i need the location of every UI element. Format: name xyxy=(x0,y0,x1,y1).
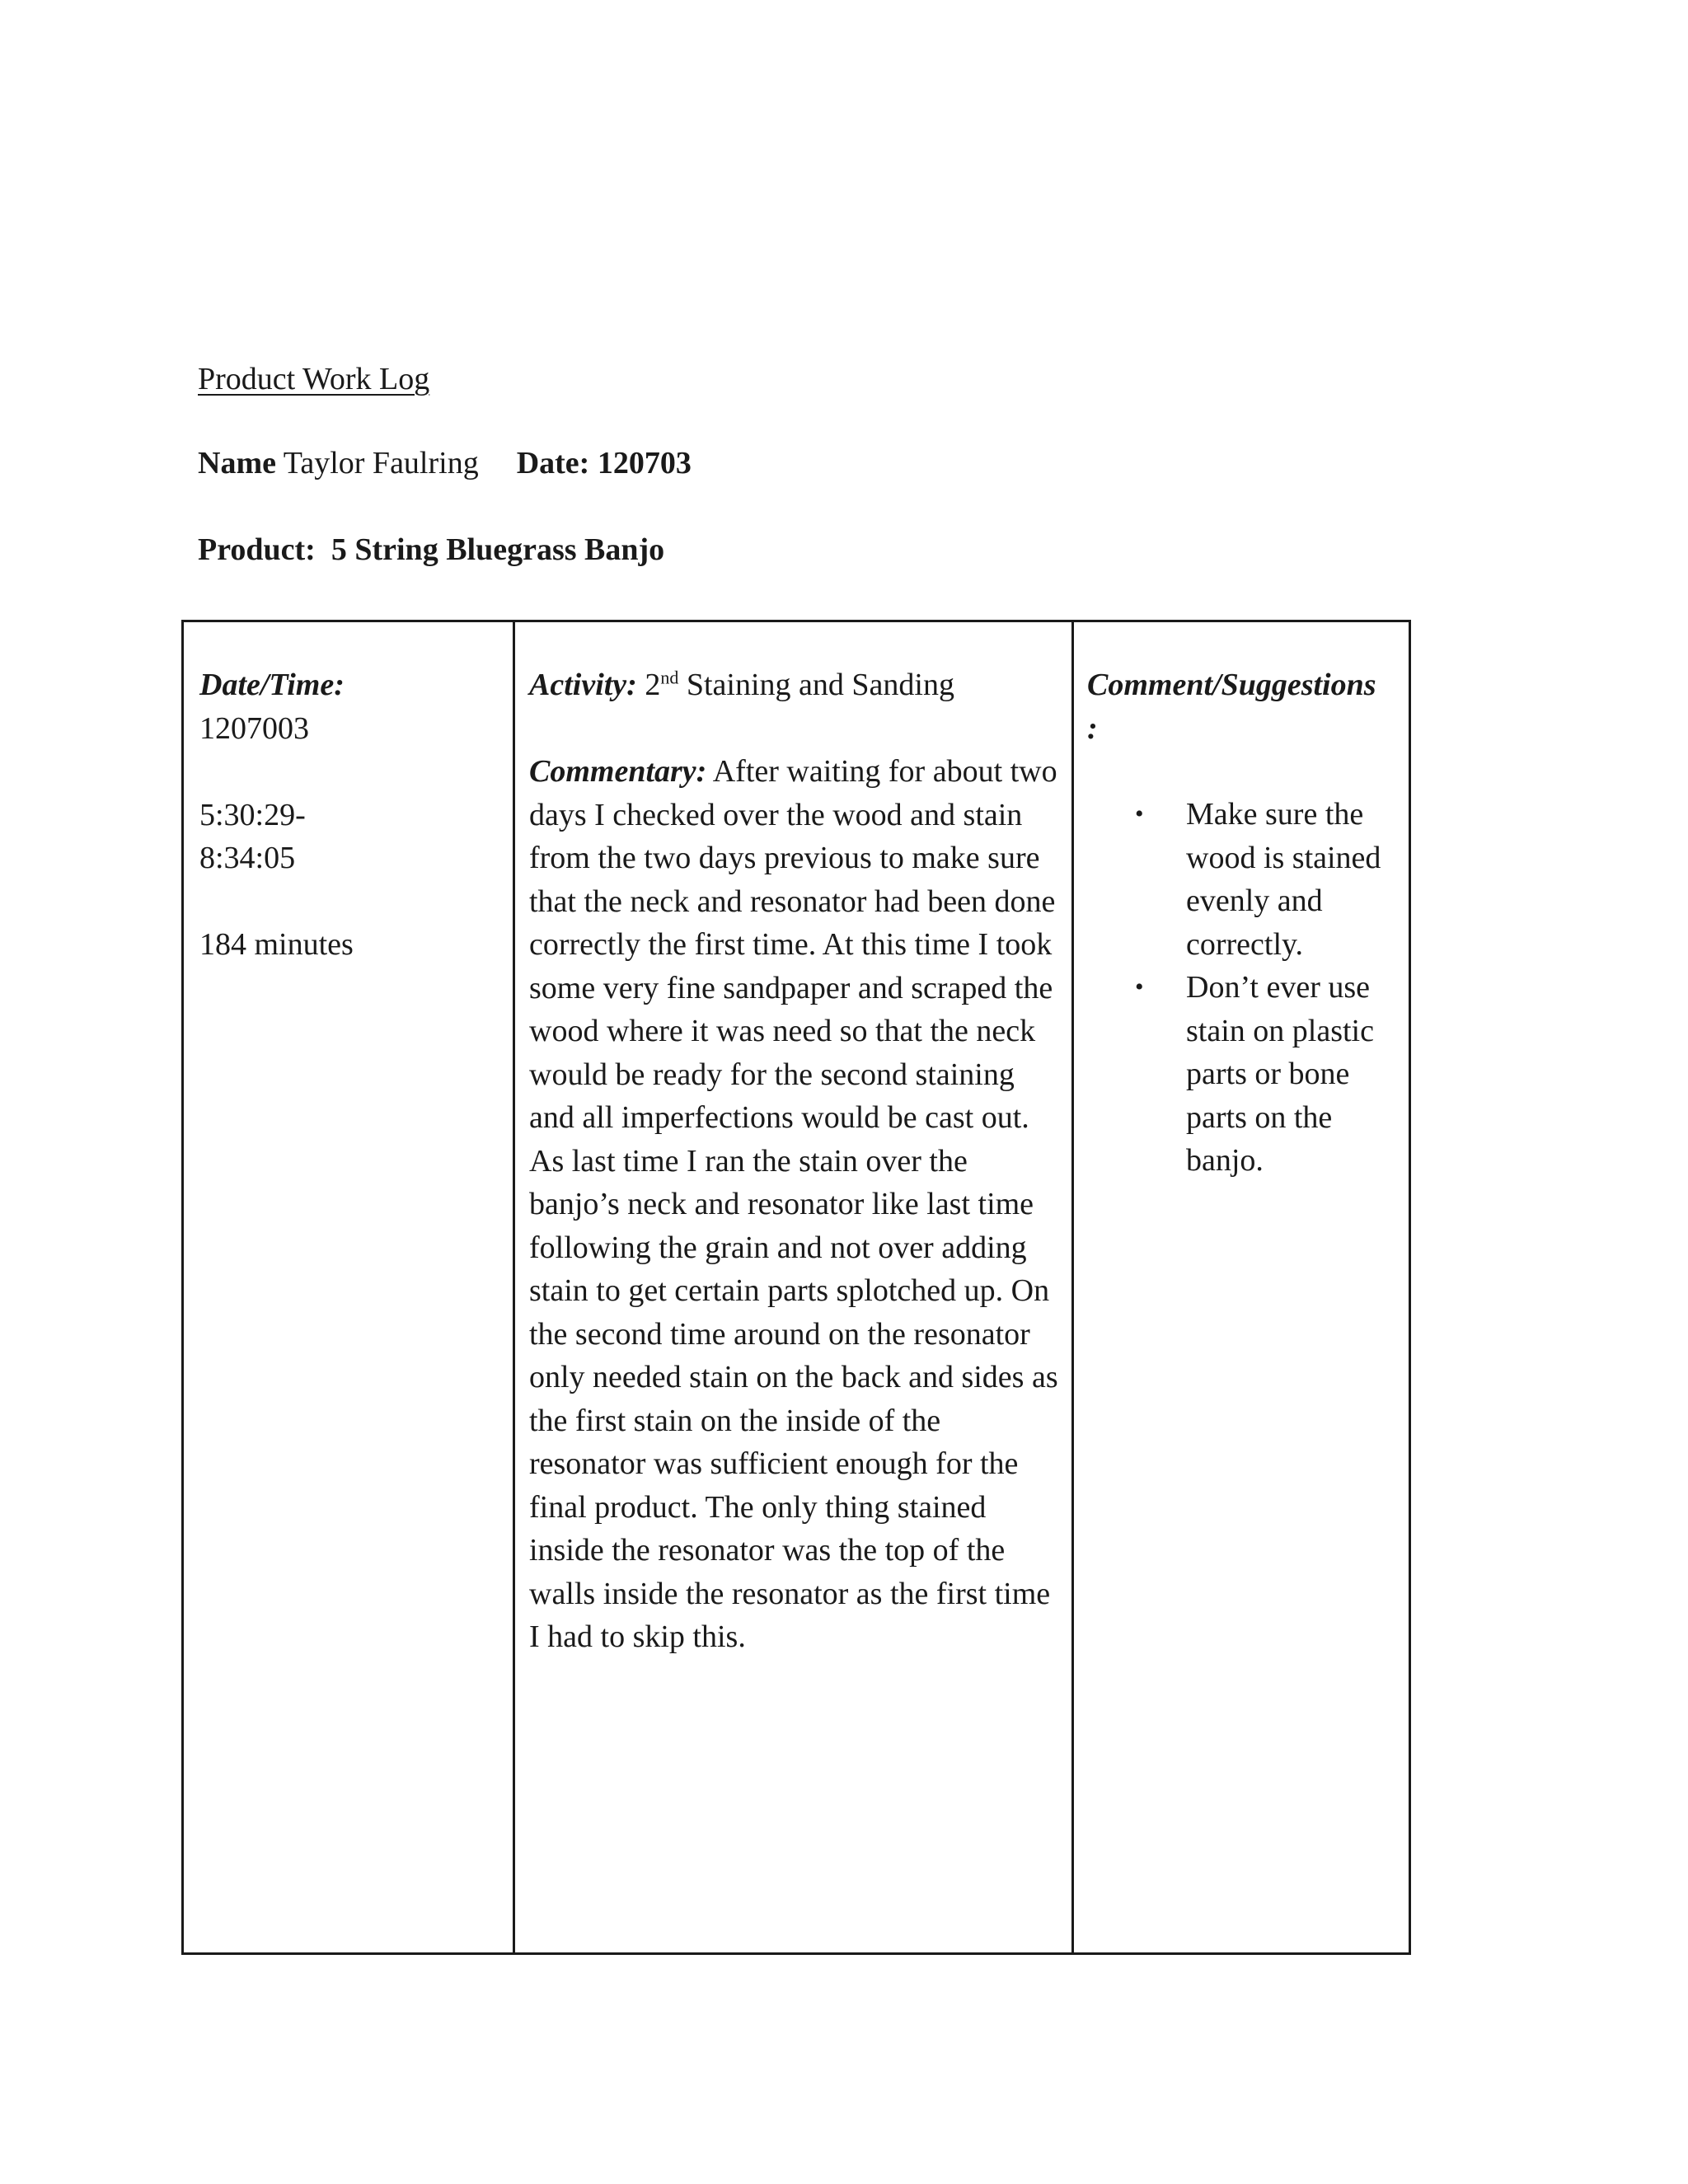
name-line xyxy=(198,445,692,481)
date-time-cell xyxy=(184,622,515,1952)
bullet-icon: • xyxy=(1135,973,1144,1001)
name-label: Name xyxy=(198,446,276,480)
name-value: Taylor Faulring xyxy=(283,446,479,480)
activity-title: Staining and Sanding xyxy=(686,668,954,702)
log-date: 1207003 xyxy=(199,710,309,746)
document-heading: Product Work Log xyxy=(198,362,430,396)
product-value: 5 String Bluegrass Banjo xyxy=(331,532,665,567)
suggestions-list xyxy=(1087,793,1400,1183)
product-line xyxy=(198,532,664,568)
commentary-label: Commentary: xyxy=(529,754,707,789)
commentary xyxy=(529,750,1063,1659)
activity-cell xyxy=(515,622,1074,1952)
list-item xyxy=(1087,966,1400,1183)
commentary-text: After waiting for about two days I checked over the wood and stain from the two days previous to make sure that the neck and resonator had been done correctly the first time. At this time I took some very fine sandpaper and scraped the wood where it was need so that the neck would be ready for the second staining and all imperfections would be cast out. As last time I ran the stain over the banjo’s neck and resonator like last time following the grain and not over adding stain to get certain parts splotched up. On the second time around on the resonator only needed stain on the back and sides as the first stain on the inside of the resonator was sufficient enough for the final product. The only thing stained inside the resonator was the top of the walls inside the resonator as the first time I had to skip this. xyxy=(529,754,1058,1654)
time-end: 8:34:05 xyxy=(199,841,296,875)
comments-label-main: Comment/Suggestions xyxy=(1087,668,1376,702)
date-label: Date: xyxy=(516,446,590,480)
product-label: Product: xyxy=(198,532,316,567)
suggestion-text: Make sure the wood is stained evenly and correctly. xyxy=(1186,797,1381,962)
bullet-icon: • xyxy=(1135,800,1144,827)
time-start: 5:30:29- xyxy=(199,797,306,832)
activity-ordinal-suffix: nd xyxy=(660,667,679,688)
activity-label: Activity: xyxy=(529,668,637,702)
duration: 184 minutes xyxy=(199,927,354,962)
suggestion-text: Don’t ever use stain on plastic parts or bone parts on the banjo. xyxy=(1186,970,1374,1178)
comments-label-colon: : xyxy=(1087,710,1098,746)
date-value: 120703 xyxy=(597,446,692,480)
work-log-table xyxy=(181,620,1411,1955)
list-item xyxy=(1087,793,1400,966)
comments-cell xyxy=(1074,622,1409,1952)
comments-label xyxy=(1087,663,1400,750)
activity-ordinal: 2 xyxy=(645,668,661,702)
date-time-label: Date/Time: xyxy=(199,668,345,702)
activity-line xyxy=(529,663,1063,707)
